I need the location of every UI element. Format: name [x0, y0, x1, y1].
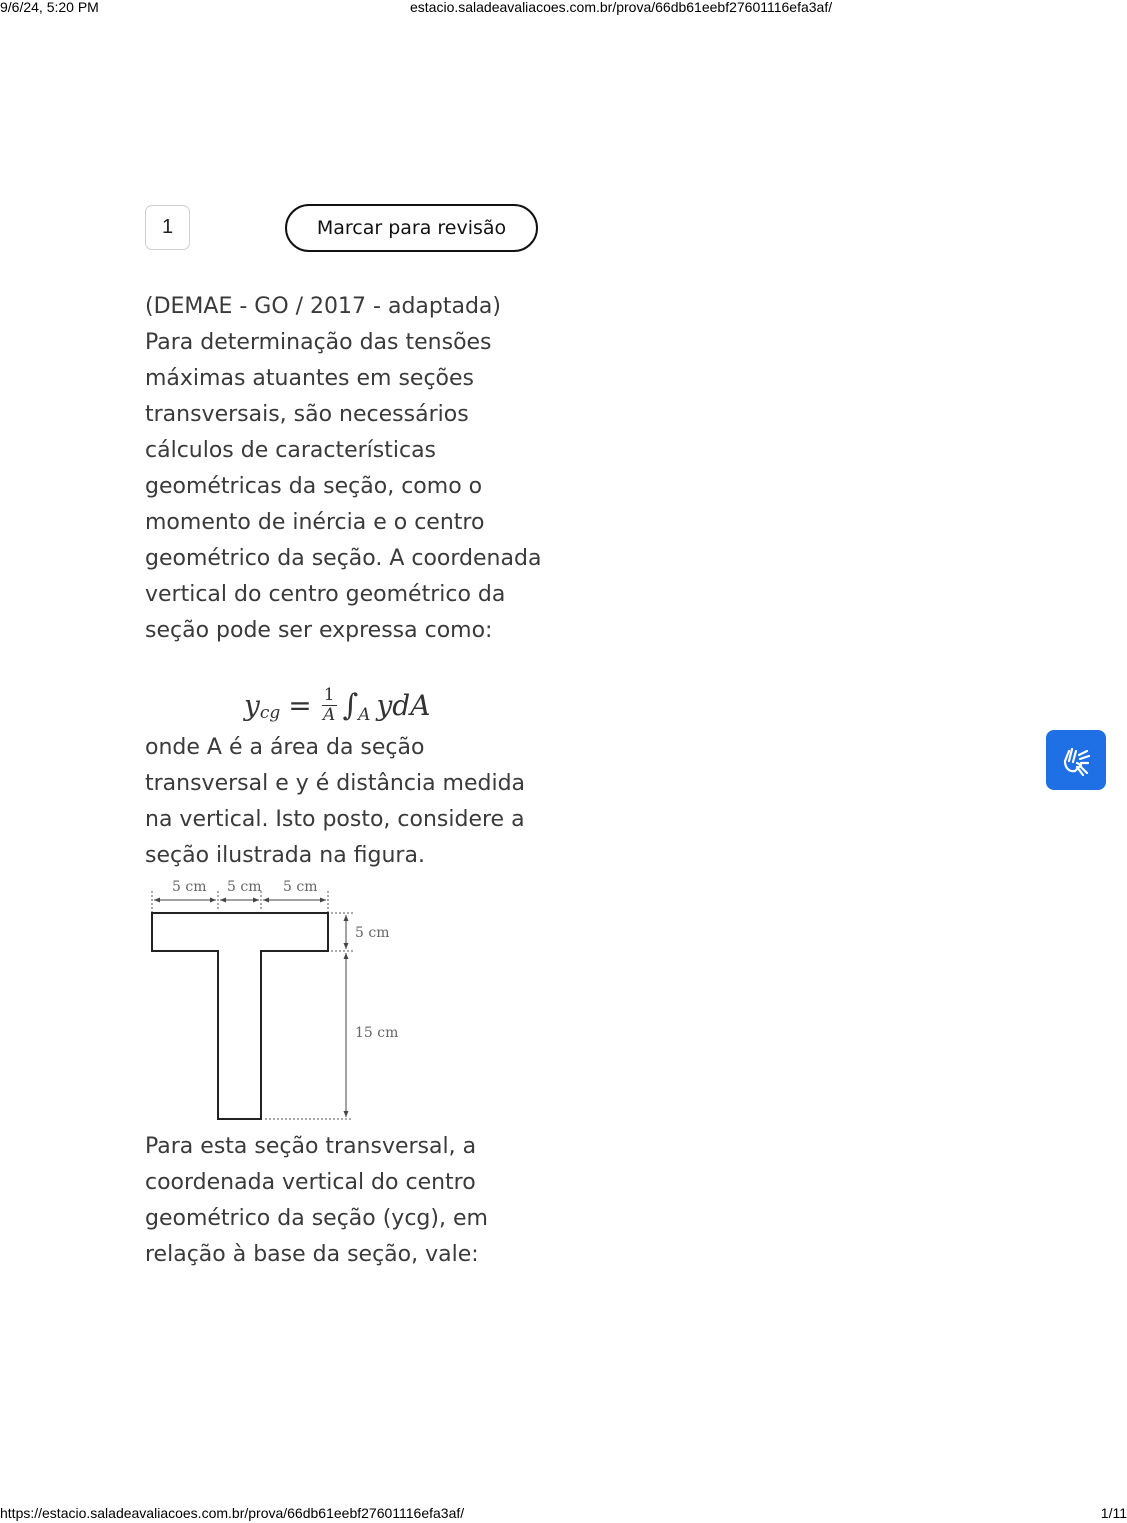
centroid-formula	[244, 683, 430, 727]
formula-fraction	[322, 684, 337, 725]
formula-integral-sign: ∫	[342, 687, 359, 723]
formula-integrand: ydA	[376, 688, 431, 722]
dim-label-top-1: 5 cm	[172, 879, 207, 895]
print-page-count: 1/11	[1100, 1505, 1127, 1521]
print-date: 9/6/24, 5:20 PM	[0, 0, 99, 15]
question-stem-intro: (DEMAE - GO / 2017 - adaptada) Para determinação das tensões máximas atuantes em seções transversais, são necessários cálculos de características geométricas da seção, como o momento de inércia e o centro geométrico da seção. A coordenada vertical do centro geométrico da seção pode ser expressa como:	[145, 294, 542, 643]
dim-label-web-height: 15 cm	[355, 1025, 399, 1041]
dim-label-top-2: 5 cm	[227, 879, 262, 895]
question-number-badge: 1	[145, 205, 190, 250]
formula-lhs: y	[244, 688, 260, 722]
formula-fraction-denominator: A	[322, 704, 336, 725]
question-stem-final: Para esta seção transversal, a coordenada vertical do centro geométrico da seção (ycg), em relação à base da seção, vale:	[145, 1134, 488, 1267]
arrow-head	[263, 898, 269, 903]
t-section-outline	[152, 913, 328, 1119]
arrow-head	[220, 898, 226, 903]
formula-fraction-numerator: 1	[323, 684, 335, 705]
formula-equals: =	[288, 688, 312, 722]
question-stem-middle: onde A é a área da seção transversal e y é distância medida na vertical. Isto posto, considere a seção ilustrada na figura.	[145, 735, 526, 868]
formula-integral-subscript: A	[358, 705, 371, 725]
sign-language-hands-icon	[1057, 741, 1095, 779]
arrow-head	[344, 915, 349, 921]
arrow-head	[320, 898, 326, 903]
t-section-figure	[145, 873, 415, 1125]
t-section-drawing	[145, 873, 415, 1125]
arrow-head	[154, 898, 160, 903]
print-footer	[0, 1506, 1127, 1523]
formula-lhs-subscript: cg	[259, 703, 281, 723]
arrow-head	[210, 898, 216, 903]
arrow-head	[253, 898, 259, 903]
accessibility-sign-language-button[interactable]	[1046, 730, 1106, 790]
arrow-head	[344, 953, 349, 959]
arrow-head	[344, 943, 349, 949]
print-header	[0, 0, 1127, 18]
dim-label-flange-height: 5 cm	[355, 925, 390, 941]
arrow-head	[344, 1111, 349, 1117]
print-footer-url: https://estacio.saladeavaliacoes.com.br/prova/66db61eebf27601116efa3af/	[0, 1505, 465, 1521]
mark-for-review-button[interactable]: Marcar para revisão	[285, 204, 538, 252]
dim-label-top-3: 5 cm	[283, 879, 318, 895]
print-url: estacio.saladeavaliacoes.com.br/prova/66db61eebf27601116efa3af/	[410, 0, 833, 15]
